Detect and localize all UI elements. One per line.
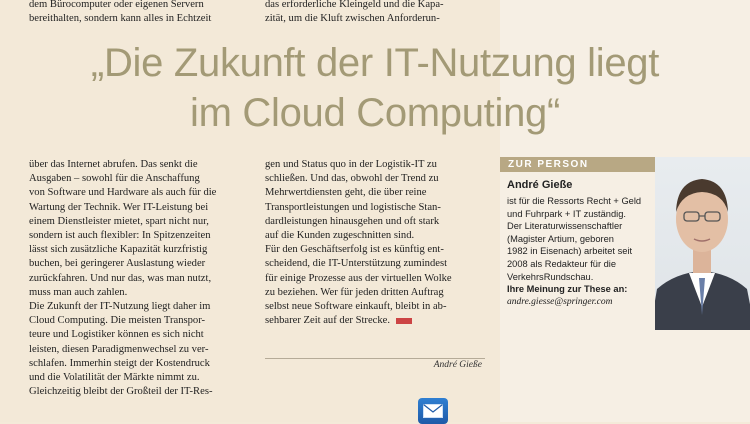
text-line: bereithalten, sondern kann alles in Echtzeit [29,13,212,25]
text-line: Mehrwertdiensten geht, die über reine [265,187,427,199]
text-line: für einige Prozesse aus der virtuellen Wolke [265,272,452,284]
text-line: sondern ist auch flexibler: In Spitzenzeiten [29,230,211,242]
text-line: Die Zukunft der IT-Nutzung liegt daher im [29,301,211,313]
text-line: Cloud Computing. Die meisten Transpor- [29,315,206,327]
body-column-a [29,158,245,399]
mail-icon[interactable] [418,398,448,424]
text-line: Ausgaben – sowohl für die Anschaffung [29,173,200,185]
top-column-b [265,0,485,26]
headline-quote [0,38,750,138]
text-line: lässt sich zusätzliche Kapazität kurzfristig [29,244,208,256]
text-line: auf die Kunden zugeschnitten sind. [265,230,415,242]
text-line: zurückfahren. Und nur das, was man nutzt, [29,272,212,284]
text-line: buchen, bei geringerer Auslastung wieder [29,258,206,270]
text-line: schließen. Und das, obwohl der Trend zu [265,173,439,185]
author-photo [655,157,750,330]
bio-line: 2008 als Redakteur für die [507,258,617,269]
text-line: schlafen. Immerhin steigt der Kostendruck [29,357,210,369]
person-box-header: ZUR PERSON [500,157,655,172]
text-line: zität, um die Kluft zwischen Anforderun- [265,13,440,25]
bio-line: (Magister Artium, geboren [507,233,614,244]
bio-line: Der Literaturwissenschaftler [507,221,623,232]
person-box [507,178,655,308]
top-column-a [29,0,244,26]
text-line: einem Dienstleister mietet, spart nicht nur, [29,215,209,227]
text-line: das erforderliche Kleingeld und die Kapa- [265,0,444,10]
divider [265,358,485,359]
text-line: Für den Geschäftserfolg ist es künftig ent- [265,244,444,256]
author-signature: André Gieße [433,360,482,370]
text-line: muss man auch zahlen. [29,286,128,298]
headline-line: „Die Zukunft der IT-Nutzung liegt [90,41,660,85]
text-line: und die Volatilität der Märkte nimmt zu. [29,372,200,384]
text-line: teure und Logistiker können es sich nicht [29,329,204,341]
text-line: gen und Status quo in der Logistik-IT zu [265,159,437,170]
text-line-last [265,314,485,328]
person-name: André Gieße [507,179,573,191]
text-line: leisten, diesen Paradigmenwechsel zu ver- [29,343,209,355]
text-line: Transportleistungen und logistische Stan- [265,201,441,213]
text-line: scheidend, die IT-Unterstützung zumindest [265,258,448,270]
text-line: Wartung der Technik. Wer IT-Leistung bei [29,201,209,213]
portrait-illustration [655,157,750,330]
text-line: dem Bürocomputer oder eigenen Servern [29,0,204,10]
bio-line: und Fuhrpark + IT zuständig. [507,208,626,219]
text-line: über das Internet abrufen. Das senkt die [29,159,198,170]
headline-line: im Cloud Computing“ [189,91,560,135]
bio-line: 1982 in Eisenach) arbeitet seit [507,246,633,257]
end-mark-icon [396,318,412,324]
text-line-content: sehbarer Zeit auf der Strecke. [265,315,390,327]
email-link[interactable]: andre.giesse@springer.com [507,296,613,307]
text-line: zu beziehen. Wer für jeden dritten Auftrag [265,286,444,298]
text-line: Gleichzeitig bleibt der Großteil der IT-Res- [29,386,213,398]
body-column-b [265,158,485,328]
envelope-glyph [423,404,443,418]
contact-prompt: Ihre Meinung zur These an: [507,284,628,295]
text-line: dardleistungen hinausgehen und oft stark [265,215,440,227]
text-line: von Software und Hardware als auch für die [29,187,217,199]
bio-line: ist für die Ressorts Recht + Geld [507,196,642,206]
text-line: selbst neue Software einkauft, bleibt in ab- [265,301,447,313]
bio-line: VerkehrsRundschau. [507,271,594,282]
